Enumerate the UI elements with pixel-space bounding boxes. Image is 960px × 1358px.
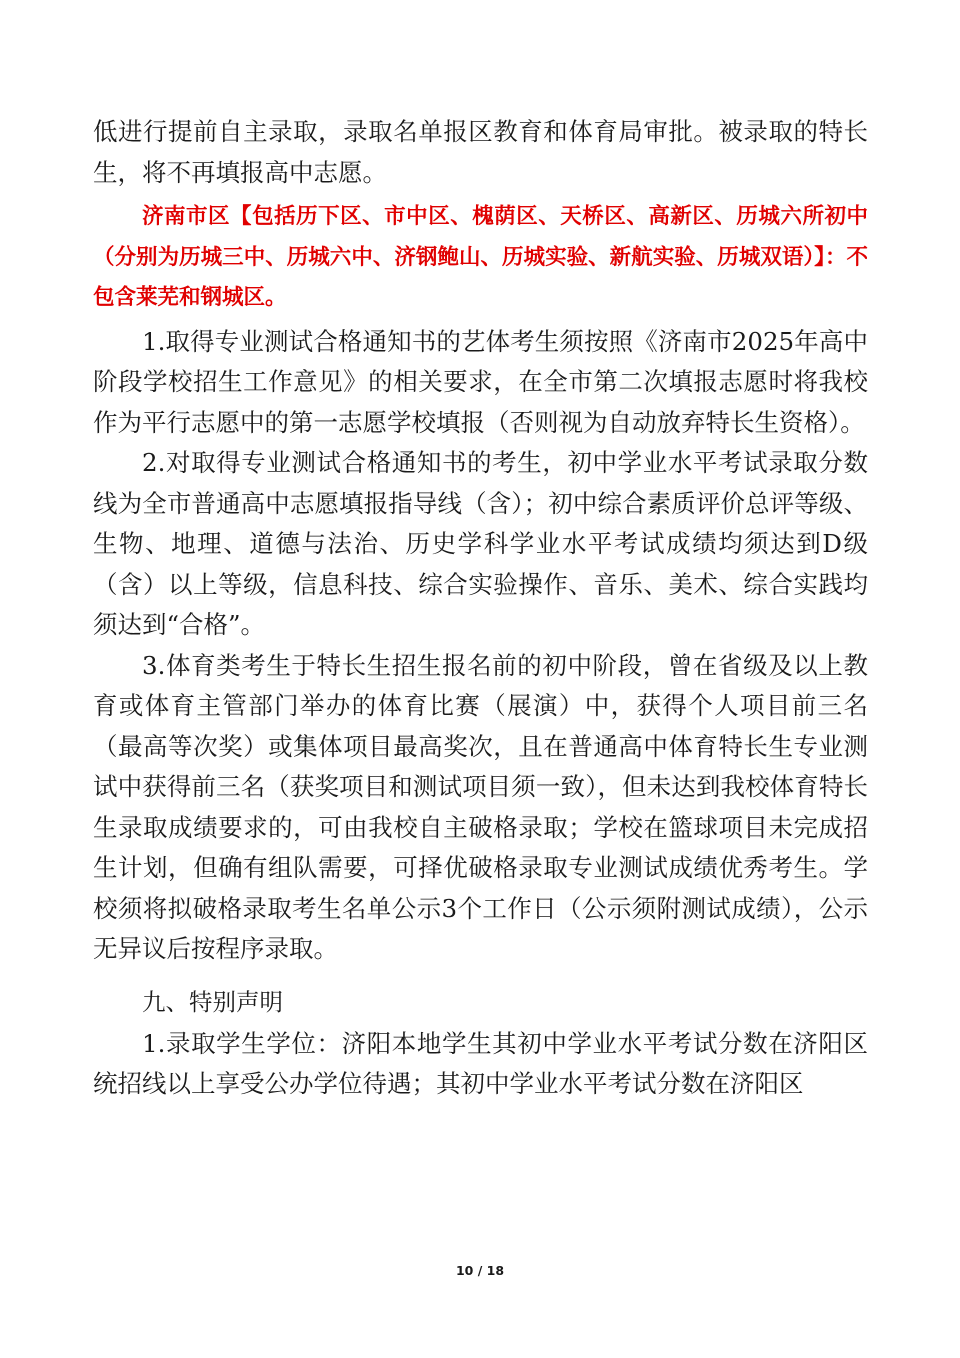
item-2: 2.对取得专业测试合格通知书的考生，初中学业水平考试录取分数线为全市普通高中志愿填报指导线（含）；初中综合素质评价总评等级、生物、地理、道德与法治、历史学科学业水平考试成绩均须达到D级（含）以上等级，信息科技、综合实验操作、音乐、美术、综合实践均须达到“合格”。 [93, 448, 868, 639]
document-body [93, 112, 868, 1105]
section-heading: 九、特别声明 [142, 987, 283, 1016]
item-3: 3.体育类考生于特长生招生报名前的初中阶段，曾在省级及以上教育或体育主管部门举办的体育比赛（展演）中，获得个人项目前三名（最高等次奖）或集体项目最高奖次，且在普通高中体育特长生专业测试中获得前三名（获奖项目和测试项目须一致），但未达到我校体育特长生录取成绩要求的，可由我校自主破格录取；学校在篮球项目未完成招生计划，但确有组队需要，可择优破格录取专业测试成绩优秀考生。学校须将拟破格录取考生名单公示3个工作日（公示须附测试成绩），公示无异议后按程序录取。 [93, 650, 868, 963]
section-item-1: 1.录取学生学位：济阳本地学生其初中学业水平考试分数在济阳区统招线以上享受公办学位待遇；其初中学业水平考试分数在济阳区 [93, 1028, 868, 1098]
red-notice: 济南市区【包括历下区、市中区、槐荫区、天桥区、高新区、历城六所初中（分别为历城三中、历城六中、济钢鲍山、历城实验、新航实验、历城双语）】：不包含莱芜和钢城区。 [93, 204, 868, 310]
paragraph-continuation: 低进行提前自主录取，录取名单报区教育和体育局审批。被录取的特长生，将不再填报高中志愿。 [93, 117, 868, 187]
item-1: 1.取得专业测试合格通知书的艺体考生须按照《济南市2025年高中阶段学校招生工作意见》的相关要求，在全市第二次填报志愿时将我校作为平行志愿中的第一志愿学校填报（否则视为自动放弃特长生资格）。 [93, 326, 868, 437]
page-number: 10 / 18 [455, 1263, 505, 1278]
